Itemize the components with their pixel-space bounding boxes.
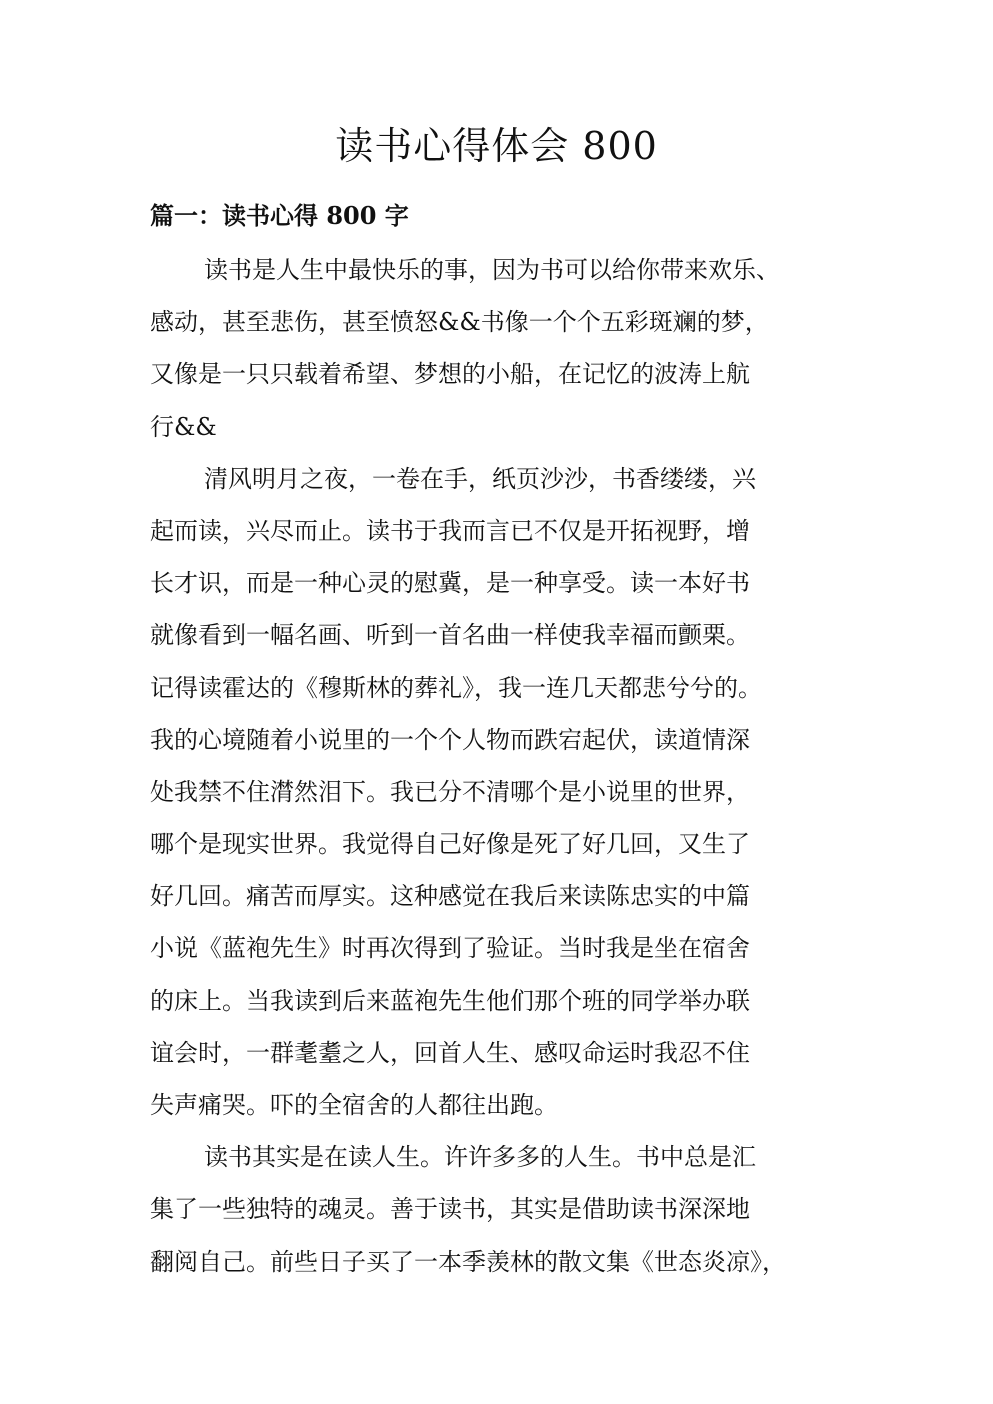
section-heading: 篇一：读书心得 800 字 bbox=[150, 201, 409, 230]
paragraph-1-line: 又像是一只只载着希望、梦想的小船，在记忆的波涛上航 bbox=[150, 360, 750, 389]
paragraph-2-line: 失声痛哭。吓的全宿舍的人都往出跑。 bbox=[150, 1091, 558, 1119]
paragraph-3-line: 翻阅自己。前些日子买了一本季羡林的散文集《世态炎凉》， bbox=[150, 1247, 786, 1276]
paragraph-3-line: 读书其实是在读人生。许许多多的人生。书中总是汇 bbox=[204, 1143, 756, 1172]
paragraph-2-line: 处我禁不住潸然泪下。我已分不清哪个是小说里的世界， bbox=[150, 777, 750, 806]
paragraph-2-line: 清风明月之夜，一卷在手，纸页沙沙，书香缕缕，兴 bbox=[204, 464, 756, 493]
paragraph-3-line: 集了一些独特的魂灵。善于读书，其实是借助读书深深地 bbox=[150, 1195, 750, 1224]
paragraph-2-line: 哪个是现实世界。我觉得自己好像是死了好几回，又生了 bbox=[150, 830, 750, 859]
paragraph-1-line: 感动，甚至悲伤，甚至愤怒&&书像一个个五彩斑斓的梦， bbox=[150, 308, 769, 337]
paragraph-2-line: 的床上。当我读到后来蓝袍先生他们那个班的同学举办联 bbox=[150, 986, 750, 1015]
paragraph-2-line: 就像看到一幅名画、听到一首名曲一样使我幸福而颤栗。 bbox=[150, 621, 750, 650]
paragraph-2-line: 小说《蓝袍先生》时再次得到了验证。当时我是坐在宿舍 bbox=[150, 934, 750, 963]
paragraph-2-line: 起而读，兴尽而止。读书于我而言已不仅是开拓视野，增 bbox=[150, 516, 750, 545]
paragraph-2-line: 长才识，而是一种心灵的慰冀，是一种享受。读一本好书 bbox=[150, 569, 750, 598]
paragraph-1-line: 读书是人生中最快乐的事，因为书可以给你带来欢乐、 bbox=[204, 256, 780, 284]
body-text bbox=[150, 244, 840, 1288]
paragraph-1-line: 行&& bbox=[150, 412, 217, 441]
paragraph-2-line: 记得读霍达的《穆斯林的葬礼》，我一连几天都悲兮兮的。 bbox=[150, 673, 762, 702]
paragraph-2-line: 我的心境随着小说里的一个个人物而跌宕起伏，读道情深 bbox=[150, 725, 750, 754]
page-title: 读书心得体会 800 bbox=[335, 124, 658, 168]
paragraph-2-line: 好几回。痛苦而厚实。这种感觉在我后来读陈忠实的中篇 bbox=[150, 882, 750, 911]
paragraph-2-line: 谊会时，一群耄耋之人，回首人生、感叹命运时我忍不住 bbox=[150, 1038, 750, 1067]
